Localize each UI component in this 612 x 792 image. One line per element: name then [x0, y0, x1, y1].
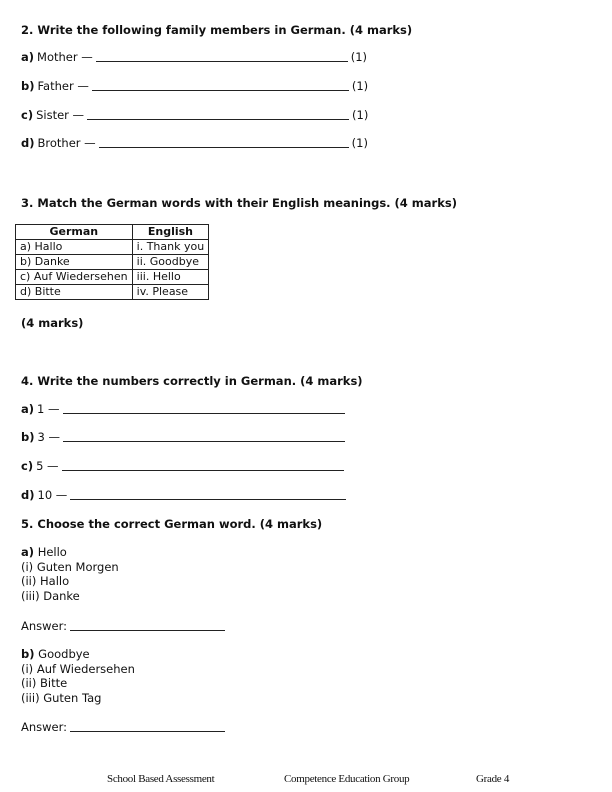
table-row: [16, 285, 209, 300]
item-label: Sister —: [36, 108, 85, 122]
answer-line[interactable]: [62, 459, 344, 471]
part-word: Goodbye: [38, 647, 90, 661]
question-5-title: 5. Choose the correct German word. (4 marks): [21, 517, 323, 531]
part-prompt: [21, 647, 135, 662]
q2-item-c: [21, 108, 368, 122]
option-item: (iii) Danke: [21, 588, 80, 603]
item-label: 5 —: [36, 459, 59, 473]
q5-part-b: [21, 647, 135, 705]
answer-line[interactable]: [70, 488, 346, 500]
german-cell: b) Danke: [16, 255, 133, 270]
option-item: (i) Guten Morgen: [21, 559, 119, 574]
item-letter: c): [21, 108, 34, 122]
q5-part-a: [21, 545, 119, 603]
q4-item-b: [21, 430, 348, 444]
table-row: [16, 240, 209, 255]
item-mark: (1): [351, 79, 369, 93]
item-letter: d): [21, 136, 35, 150]
q4-item-a: [21, 402, 348, 416]
table-header-row: [16, 225, 209, 240]
item-label: Father —: [37, 79, 89, 93]
footer-left: School Based Assessment: [107, 773, 215, 785]
english-cell: iii. Hello: [132, 270, 209, 285]
q4-item-d: [21, 488, 349, 502]
item-label: 10 —: [37, 488, 68, 502]
item-mark: (1): [351, 136, 368, 150]
item-letter: a): [21, 402, 35, 416]
answer-line[interactable]: [63, 402, 345, 414]
answer-line[interactable]: [92, 79, 349, 91]
footer-center: Competence Education Group: [284, 773, 410, 785]
item-label: 1 —: [37, 402, 60, 416]
item-label: Mother —: [37, 50, 93, 64]
item-letter: c): [21, 459, 34, 473]
item-letter: d): [21, 488, 35, 502]
match-table: [15, 224, 209, 300]
footer-right: Grade 4: [476, 773, 510, 785]
answer-line[interactable]: [87, 108, 349, 120]
item-mark: (1): [350, 50, 368, 64]
question-4-title: 4. Write the numbers correctly in German. (4 marks): [21, 374, 363, 388]
column-header-german: German: [16, 225, 133, 240]
german-cell: a) Hallo: [16, 240, 133, 255]
answer-label: Answer:: [21, 619, 68, 633]
option-item: (ii) Hallo: [21, 574, 70, 588]
q2-item-a: [21, 50, 367, 64]
item-letter: a): [21, 50, 35, 64]
question-2-title: 2. Write the following family members in German. (4 marks): [21, 23, 413, 37]
part-letter: a): [21, 545, 35, 559]
table-row: [16, 255, 209, 270]
item-mark: (1): [352, 108, 369, 122]
option-item: (ii) Bitte: [21, 676, 68, 690]
option-item: (i) Auf Wiedersehen: [21, 661, 135, 676]
english-cell: ii. Goodbye: [132, 255, 209, 270]
answer-line[interactable]: [63, 430, 345, 442]
english-cell: iv. Please: [132, 285, 209, 300]
part-prompt: [21, 545, 119, 560]
q2-item-d: [21, 136, 368, 150]
q5-answer-b: [21, 720, 228, 734]
q3-marks: (4 marks): [21, 316, 84, 330]
part-word: Hello: [37, 545, 67, 559]
answer-line[interactable]: [70, 720, 225, 732]
answer-line[interactable]: [70, 619, 225, 631]
q4-item-c: [21, 459, 347, 473]
answer-line[interactable]: [99, 136, 349, 148]
german-cell: c) Auf Wiedersehen: [16, 270, 133, 285]
option-item: (iii) Guten Tag: [21, 690, 102, 705]
column-header-english: English: [132, 225, 209, 240]
answer-line[interactable]: [96, 50, 348, 62]
answer-label: Answer:: [21, 720, 68, 734]
item-letter: b): [21, 79, 35, 93]
table-row: [16, 270, 209, 285]
part-letter: b): [21, 647, 35, 661]
item-label: 3 —: [37, 430, 60, 444]
english-cell: i. Thank you: [132, 240, 209, 255]
q5-answer-a: [21, 619, 228, 633]
q2-item-b: [21, 79, 368, 93]
item-label: Brother —: [37, 136, 96, 150]
german-cell: d) Bitte: [16, 285, 133, 300]
question-3-title: 3. Match the German words with their English meanings. (4 marks): [21, 196, 457, 210]
item-letter: b): [21, 430, 35, 444]
